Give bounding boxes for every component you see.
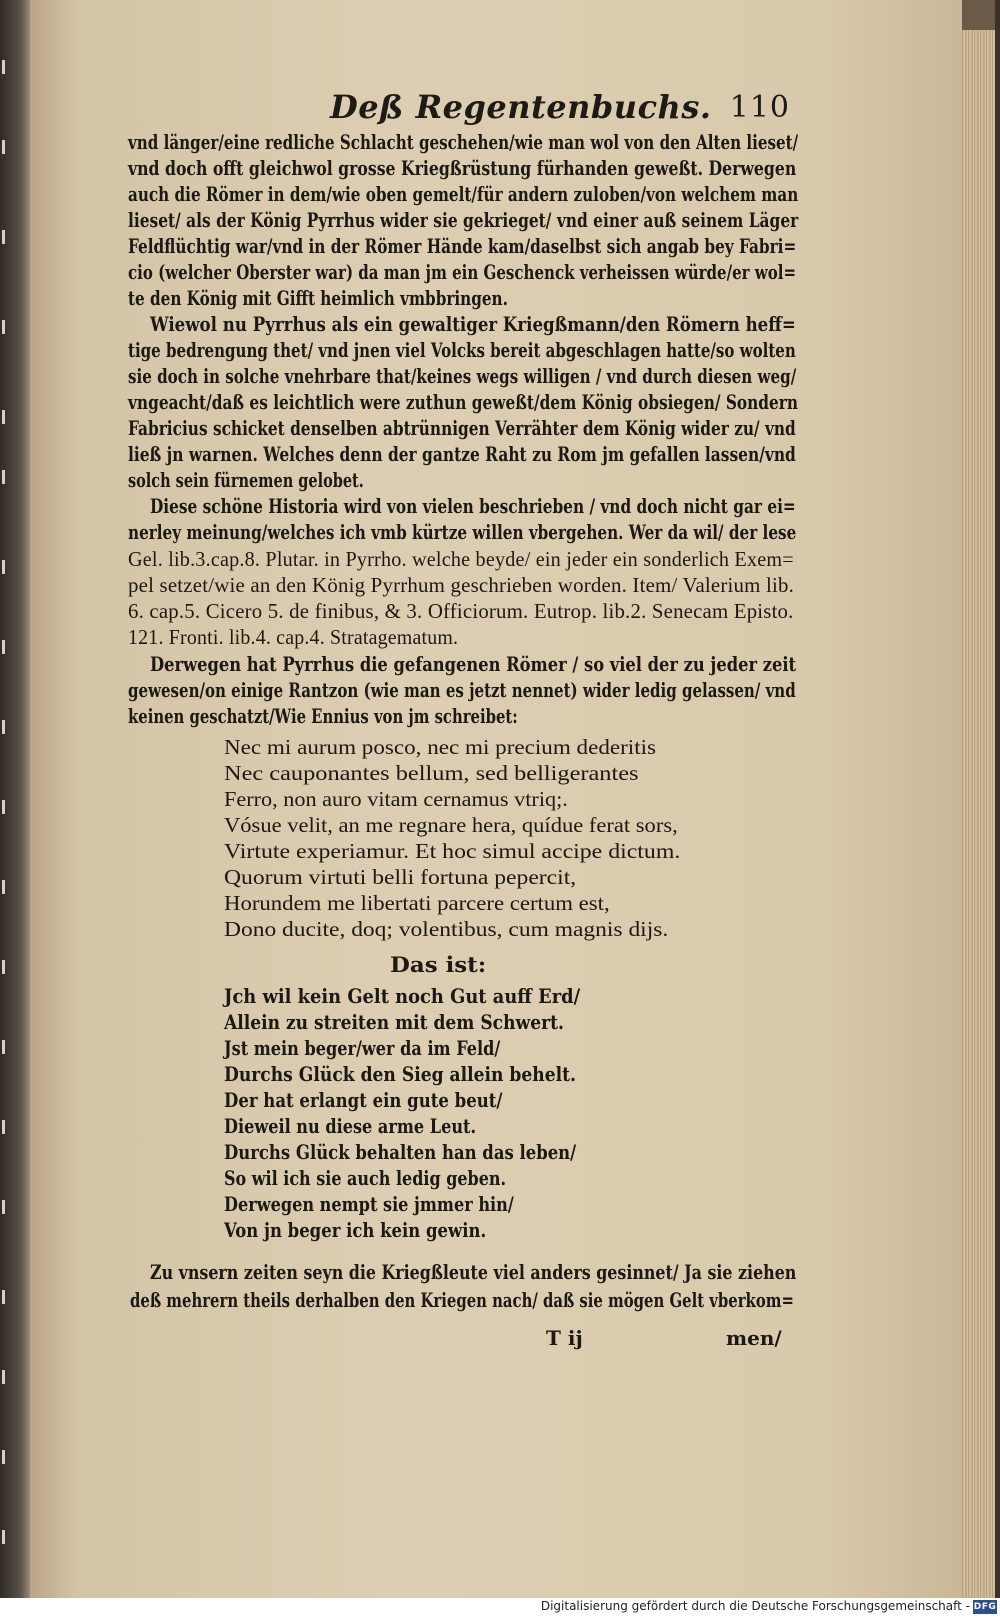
latin-verse-line: Horundem me libertati parcere certum est,: [224, 891, 610, 915]
catchword-text: men/: [726, 1326, 782, 1350]
body-line: deß mehrern theils derhalben den Kriegen nach/ daß sie mögen Gelt vberkom=: [130, 1289, 794, 1312]
latin-verse-line: Vósue velit, an me regnare hera, quídue ferat sors,: [224, 813, 678, 837]
body-line: sie doch in solche vnehrbare that/keines wegs willigen / vnd durch diesen weg/: [128, 365, 797, 388]
body-line: cio (welcher Oberster war) da man jm ein Geschenck verheissen würde/er wol=: [128, 261, 797, 284]
german-verse-line: Jch wil kein Gelt noch Gut auff Erd/: [224, 985, 581, 1008]
folio-number: 110: [729, 90, 790, 125]
german-verse-line: Dieweil nu diese arme Leut.: [224, 1115, 477, 1138]
german-verse-line: Allein zu streiten mit dem Schwert.: [224, 1011, 564, 1034]
latin-verse-line: Dono ducite, doq; volentibus, cum magnis dijs.: [224, 917, 669, 941]
german-verse-line: Von jn beger ich kein gewin.: [224, 1219, 487, 1242]
catchword: [726, 1326, 782, 1354]
running-title: Deß Regentenbuchs.: [330, 88, 712, 126]
body-line: vnd länger/eine redliche Schlacht geschehen/wie man wol von den Alten lieset/: [128, 131, 799, 154]
body-line: lieset/ als der König Pyrrhus wider sie gekrieget/ vnd einer auß seinem Läger: [128, 209, 799, 232]
body-line: nerley meinung/welches ich vmb kürtze willen vbergehen. Wer da wil/ der lese: [128, 521, 797, 544]
body-line: Diese schöne Historia wird von vielen beschrieben / vnd doch nicht gar ei=: [150, 495, 796, 518]
german-verse-line: Durchs Glück behalten han das leben/: [224, 1141, 577, 1164]
body-line: auch die Römer in dem/wie oben gemelt/für andern zuloben/von welchem man: [128, 183, 799, 206]
german-verse-line: Derwegen nempt sie jmmer hin/: [224, 1193, 514, 1216]
latin-verse-line: Ferro, non auro vitam cernamus vtriq;.: [224, 787, 568, 811]
german-verse-line: Jst mein beger/wer da im Feld/: [224, 1037, 501, 1060]
body-line: te den König mit Gifft heimlich vmbbringen.: [128, 287, 508, 310]
body-line: Derwegen hat Pyrrhus die gefangenen Römer / so viel der zu jeder zeit: [150, 653, 797, 676]
body-line: Feldflüchtig war/vnd in der Römer Hände kam/daselbst sich angab bey Fabri=: [128, 235, 797, 258]
latin-verse-line: Virtute experiamur. Et hoc simul accipe dictum.: [224, 839, 681, 863]
body-line: Wiewol nu Pyrrhus als ein gewaltiger Kriegßmann/den Römern heff=: [150, 313, 796, 336]
body-line: ließ jn warnen. Welches denn der gantze Raht zu Rom jm gefallen lassen/vnd: [128, 443, 796, 466]
body-line: gewesen/on einige Rantzon (wie man es jetzt nennet) wider ledig gelassen/ vnd: [128, 679, 796, 702]
citation-line: pel setzet/wie an den König Pyrrhum geschrieben worden. Item/ Valerium lib.: [128, 573, 795, 597]
citation-line: Gel. lib.3.cap.8. Plutar. in Pyrrho. welche beyde/ ein jeder ein sonderlich Exem=: [128, 547, 794, 571]
dfg-logo: DFG: [973, 1602, 997, 1612]
body-line: keinen geschatzt/Wie Ennius von jm schreibet:: [128, 705, 518, 728]
body-line: vngeacht/daß es leichtlich were zuthun geweßt/dem König obsiegen/ Sondern: [128, 391, 799, 414]
body-line: vnd doch offt gleichwol grosse Kriegßrüstung fürhanden geweßt. Derwegen: [128, 157, 797, 180]
german-verse-line: So wil ich sie auch ledig geben.: [224, 1167, 507, 1190]
signature-mark: [546, 1326, 583, 1354]
body-line: solch sein fürnemen gelobet.: [128, 469, 364, 492]
body-line: Fabricius schicket denselben abtrünnigen Verrähter dem König wider zu/ vnd: [128, 417, 796, 440]
latin-verse-line: Quorum virtuti belli fortuna pepercit,: [224, 865, 577, 889]
signature-text: T ij: [546, 1326, 583, 1350]
german-verse-line: Durchs Glück den Sieg allein behelt.: [224, 1063, 576, 1086]
translation-heading: Das ist:: [390, 952, 487, 977]
german-verse-line: Der hat erlangt ein gute beut/: [224, 1089, 503, 1112]
latin-verse-line: Nec cauponantes bellum, sed belligerantes: [224, 761, 639, 785]
body-line: Zu vnsern zeiten seyn die Kriegßleute viel anders gesinnet/ Ja sie ziehen: [150, 1261, 797, 1284]
latin-verse-line: Nec mi aurum posco, nec mi precium dederitis: [224, 735, 657, 759]
funding-credit: Digitalisierung gefördert durch die Deutsche Forschungsgemeinschaft -: [540, 1599, 970, 1613]
body-line: tige bedrengung thet/ vnd jnen viel Volcks bereit abgeschlagen hatte/so wolten: [128, 339, 796, 362]
citation-line: 121. Fronti. lib.4. cap.4. Stratagematum.: [128, 625, 459, 649]
citation-line: 6. cap.5. Cicero 5. de finibus, & 3. Officiorum. Eutrop. lib.2. Senecam Episto.: [128, 599, 794, 623]
digitization-footer: [0, 1598, 1000, 1617]
